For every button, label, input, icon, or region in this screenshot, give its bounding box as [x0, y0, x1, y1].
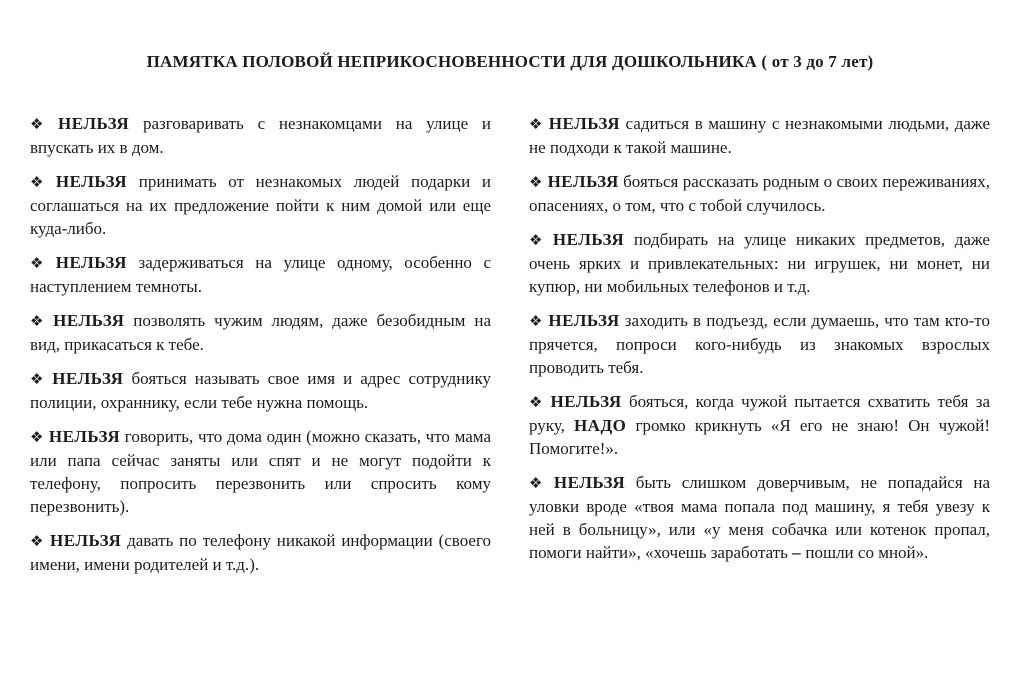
keyword-bold: НЕЛЬЗЯ — [553, 473, 626, 492]
left-column — [30, 112, 491, 587]
memo-text: подбирать на улице никаких предметов, даже очень ярких и привлекательных: ни игрушек, ни монет, ни купюр, ни мобильных телефонов и т.д. — [529, 230, 990, 296]
keyword-bold: НАДО — [573, 416, 627, 435]
keyword-bold: НЕЛЬЗЯ — [548, 311, 620, 330]
memo-text: быть слишком доверчивым, не попадайся на уловки вроде «твоя мама попала под машину, я тебя увезу к ней в больницу», или «у меня собачка или котенок пропал, помоги найти», «хочешь заработать — [529, 473, 990, 562]
memo-text: принимать от незнакомых людей подарки и соглашаться на их предложение пойти к ним домой или еще куда-либо. — [30, 172, 491, 238]
keyword-bold: НЕЛЬЗЯ — [57, 114, 130, 133]
diamond-bullet-icon: ❖ — [30, 370, 48, 388]
diamond-bullet-icon: ❖ — [529, 393, 546, 411]
keyword-bold: НЕЛЬЗЯ — [55, 253, 127, 272]
memo-item — [30, 170, 491, 240]
memo-text: задерживаться на улице одному, особенно с наступлением темноты. — [30, 253, 492, 296]
memo-text: пошли со мной». — [801, 543, 929, 562]
memo-text: громко крикнуть «Я его не знаю! Он чужой! Помогите!». — [529, 416, 990, 458]
keyword-bold: НЕЛЬЗЯ — [50, 531, 122, 550]
memo-item — [30, 529, 491, 576]
diamond-bullet-icon: ❖ — [30, 115, 53, 133]
keyword-bold: – — [792, 543, 802, 562]
right-column — [529, 112, 990, 587]
memo-item — [529, 309, 990, 379]
memo-text: бояться рассказать родным о своих переживаниях, опасениях, о том, что с тобой случилось. — [529, 172, 991, 215]
memo-text: садиться в машину с незнакомыми людьми, даже не подходи к такой машине. — [529, 114, 990, 157]
keyword-bold: НЕЛЬЗЯ — [52, 369, 124, 388]
memo-item — [529, 471, 990, 564]
memo-text: бояться, когда чужой пытается схватить тебя за руку, — [529, 392, 991, 435]
memo-text: заходить в подъезд, если думаешь, что там кто-то прячется, попроси кого-нибудь из знакомых взрослых проводить тебя. — [529, 311, 991, 377]
memo-text: бояться называть свое имя и адрес сотруднику полиции, охраннику, если тебе нужна помощь. — [30, 369, 492, 412]
memo-item — [30, 112, 491, 159]
memo-item — [529, 390, 990, 460]
memo-text: давать по телефону никакой информации (своего имени, имени родителей и т.д.). — [30, 531, 491, 574]
diamond-bullet-icon: ❖ — [30, 428, 44, 446]
keyword-bold: НЕЛЬЗЯ — [55, 172, 128, 191]
diamond-bullet-icon: ❖ — [30, 254, 51, 272]
memo-item — [529, 228, 990, 298]
diamond-bullet-icon: ❖ — [529, 173, 543, 191]
keyword-bold: НЕЛЬЗЯ — [547, 172, 619, 191]
page-title: ПАМЯТКА ПОЛОВОЙ НЕПРИКОСНОВЕННОСТИ ДЛЯ ДОШКОЛЬНИКА ( от 3 до 7 лет) — [146, 52, 874, 71]
diamond-bullet-icon: ❖ — [529, 474, 549, 492]
keyword-bold: НЕЛЬЗЯ — [53, 311, 125, 330]
keyword-bold: НЕЛЬЗЯ — [550, 392, 622, 411]
memo-text: разговаривать с незнакомцами на улице и впускать их в дом. — [30, 114, 491, 157]
memo-item — [30, 425, 491, 518]
memo-text: говорить, что дома один (можно сказать, что мама или папа сейчас заняты или спят и не могут подойти к телефону, попросить перезвонить или спросить кому перезвонить). — [30, 427, 491, 516]
keyword-bold: НЕЛЬЗЯ — [48, 427, 121, 446]
diamond-bullet-icon: ❖ — [529, 115, 544, 133]
memo-item — [30, 251, 491, 298]
memo-text: позволять чужим людям, даже безобидным на вид, прикасаться к тебе. — [30, 311, 491, 354]
memo-item — [529, 170, 990, 217]
diamond-bullet-icon: ❖ — [529, 312, 544, 330]
memo-item — [30, 367, 491, 414]
keyword-bold: НЕЛЬЗЯ — [548, 114, 620, 133]
diamond-bullet-icon: ❖ — [30, 312, 49, 330]
diamond-bullet-icon: ❖ — [529, 231, 548, 249]
memo-item — [529, 112, 990, 159]
diamond-bullet-icon: ❖ — [30, 173, 51, 191]
memo-columns — [30, 112, 990, 587]
diamond-bullet-icon: ❖ — [30, 532, 46, 550]
memo-item — [30, 309, 491, 356]
keyword-bold: НЕЛЬЗЯ — [552, 230, 625, 249]
